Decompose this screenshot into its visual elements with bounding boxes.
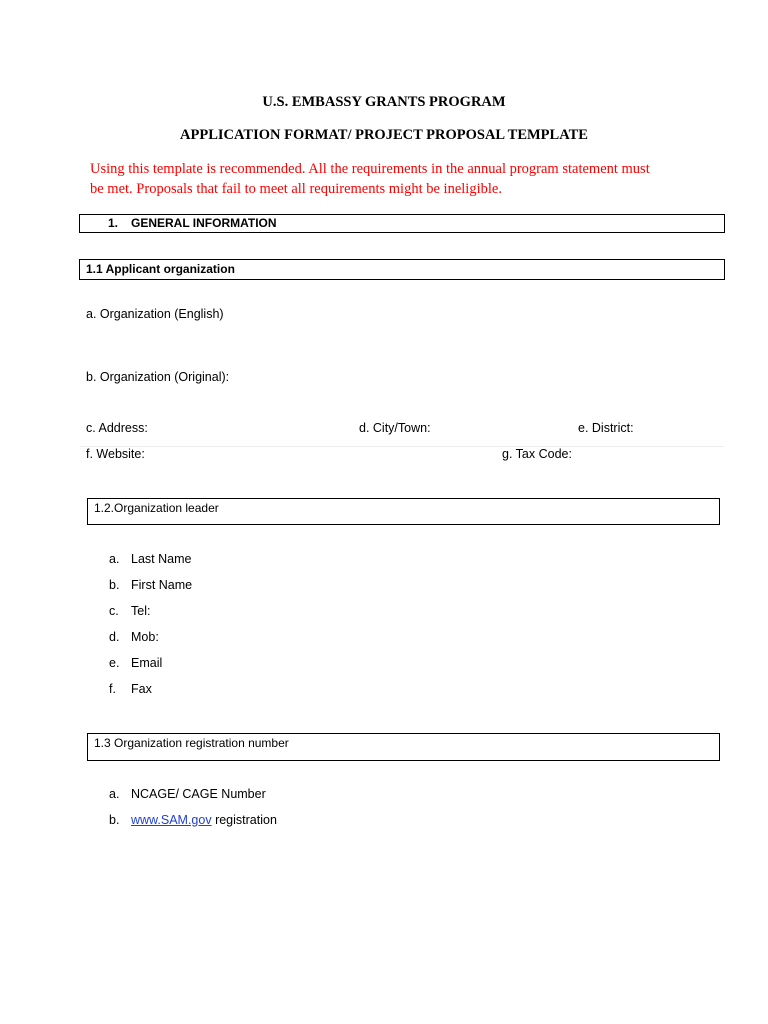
- document-title: U.S. EMBASSY GRANTS PROGRAM: [262, 94, 506, 110]
- list-marker: d.: [109, 630, 120, 644]
- section-number: 1.: [108, 216, 119, 230]
- city-label: d. City/Town:: [359, 421, 431, 435]
- mob-label: Mob:: [131, 630, 159, 644]
- list-item: [109, 578, 192, 604]
- section-general-information: [79, 214, 725, 233]
- notice-line-2: be met. Proposals that fail to meet all requirements might be ineligible.: [90, 181, 502, 197]
- tel-label: Tel:: [131, 604, 151, 618]
- sam-gov-link[interactable]: www.SAM.gov: [131, 813, 212, 827]
- list-item: [109, 682, 192, 708]
- list-marker: a.: [109, 552, 120, 566]
- list-marker: c.: [109, 604, 119, 618]
- org-english-label: a. Organization (English): [86, 307, 224, 321]
- fax-label: Fax: [131, 682, 152, 696]
- list-marker: f.: [109, 682, 116, 696]
- list-item: [109, 813, 277, 839]
- row-divider: [80, 446, 724, 447]
- list-item: [109, 604, 192, 630]
- list-marker: e.: [109, 656, 120, 670]
- address-label: c. Address:: [86, 421, 148, 435]
- tax-code-label: g. Tax Code:: [502, 447, 572, 461]
- section-title: GENERAL INFORMATION: [131, 216, 277, 230]
- sam-registration-text: [131, 813, 277, 839]
- subsection-organization-leader: 1.2.Organization leader: [87, 498, 720, 525]
- list-item: [109, 656, 192, 682]
- registration-suffix: registration: [211, 813, 277, 827]
- notice-line-1: Using this template is recommended. All the requirements in the annual program statement must: [90, 161, 650, 177]
- document-subtitle: APPLICATION FORMAT/ PROJECT PROPOSAL TEMPLATE: [180, 127, 588, 143]
- website-label: f. Website:: [86, 447, 145, 461]
- ncage-label: NCAGE/ CAGE Number: [131, 787, 266, 801]
- list-marker: a.: [109, 787, 120, 801]
- email-label: Email: [131, 656, 163, 670]
- list-marker: b.: [109, 813, 120, 827]
- subsection-applicant-organization: 1.1 Applicant organization: [79, 259, 725, 280]
- registration-list: [109, 787, 277, 839]
- list-item: [109, 630, 192, 656]
- list-marker: b.: [109, 578, 120, 592]
- subsection-registration-number: 1.3 Organization registration number: [87, 733, 720, 761]
- leader-fields-list: [109, 552, 192, 708]
- template-notice: [90, 159, 690, 199]
- org-original-label: b. Organization (Original):: [86, 370, 230, 384]
- district-label: e. District:: [578, 421, 634, 435]
- last-name-label: Last Name: [131, 552, 192, 566]
- first-name-label: First Name: [131, 578, 193, 592]
- list-item: [109, 787, 277, 813]
- list-item: [109, 552, 192, 578]
